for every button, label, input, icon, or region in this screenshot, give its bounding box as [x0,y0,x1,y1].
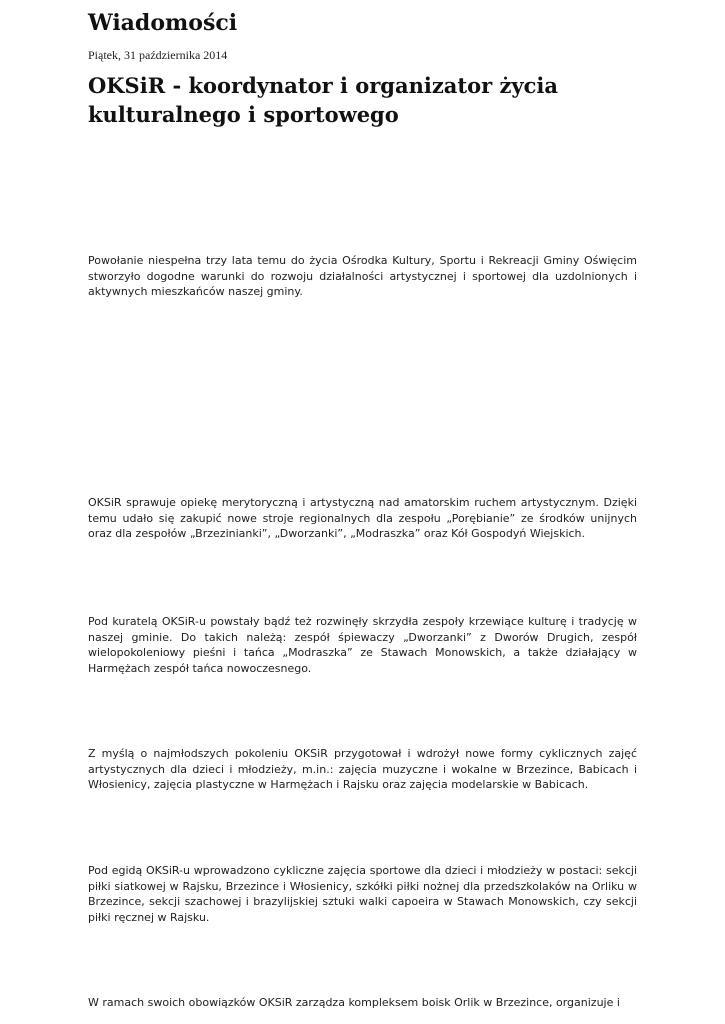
article-paragraph-2: OKSiR sprawuje opiekę merytoryczną i artystyczną nad amatorskim ruchem artystycznym. Dzięki temu udało się zakupić nowe stroje regionalnych dla zespołu „Porębianie” ze środków unijnych oraz dla zespołów „Brzezinianki”, „Dworzanki”, „Modraszka” oraz Kół Gospodyń Wiejskich. [88,496,637,540]
article-paragraph-4: Z myślą o najmłodszych pokoleniu OKSiR przygotował i wdrożył nowe formy cyklicznych zajęć artystycznych dla dzieci i młodzieży, m.in.: zajęcia muzyczne i wokalne w Brzezince, Babicach i Włosienicy, zajęcia plastyczne w Harmężach i Rajsku oraz zajęcia modelarskie w Babicach. [88,747,637,791]
article-paragraph-3: Pod kuratelą OKSiR-u powstały bądź też rozwinęły skrzydła zespoły krzewiące kulturę i tradycję w naszej gminie. Do takich należą: zespół śpiewaczy „Dworzanki” z Dworów Drugich, zespół wielopokoleniowy pieśni i tańca „Modraszka” ze Stawach Monowskich, a także działający w Harmężach zespół tańca nowoczesnego. [88,615,637,675]
article-date: Piątek, 31 października 2014 [88,48,228,62]
article-title: OKSiR - koordynator i organizator życia kulturalnego i sportowego [88,73,558,127]
article-paragraph-5: Pod egidą OKSiR-u wprowadzono cykliczne zajęcia sportowe dla dzieci i młodzieży w postaci: sekcji piłki siatkowej w Rajsku, Brzezince i Włosienicy, szkółki piłki nożnej dla przedszkolaków na Orliku w Brzezince, sekcji szachowej i brazylijskiej sztuki walki capoeira w Stawach Monowskich, czy sekcji piłki ręcznej w Rajsku. [88,864,637,924]
article-paragraph-1: Powołanie niespełna trzy lata temu do życia Ośrodka Kultury, Sportu i Rekreacji Gminy Oświęcim stworzyło dogodne warunki do rozwoju działalności artystycznej i sportowej dla uzdolnionych i aktywnych mieszkańców naszej gminy. [88,254,637,298]
article-paragraph-6: W ramach swoich obowiązków OKSiR zarządza kompleksem boisk Orlik w Brzezince, organizuje i [88,996,620,1009]
site-title: Wiadomości [88,10,238,36]
